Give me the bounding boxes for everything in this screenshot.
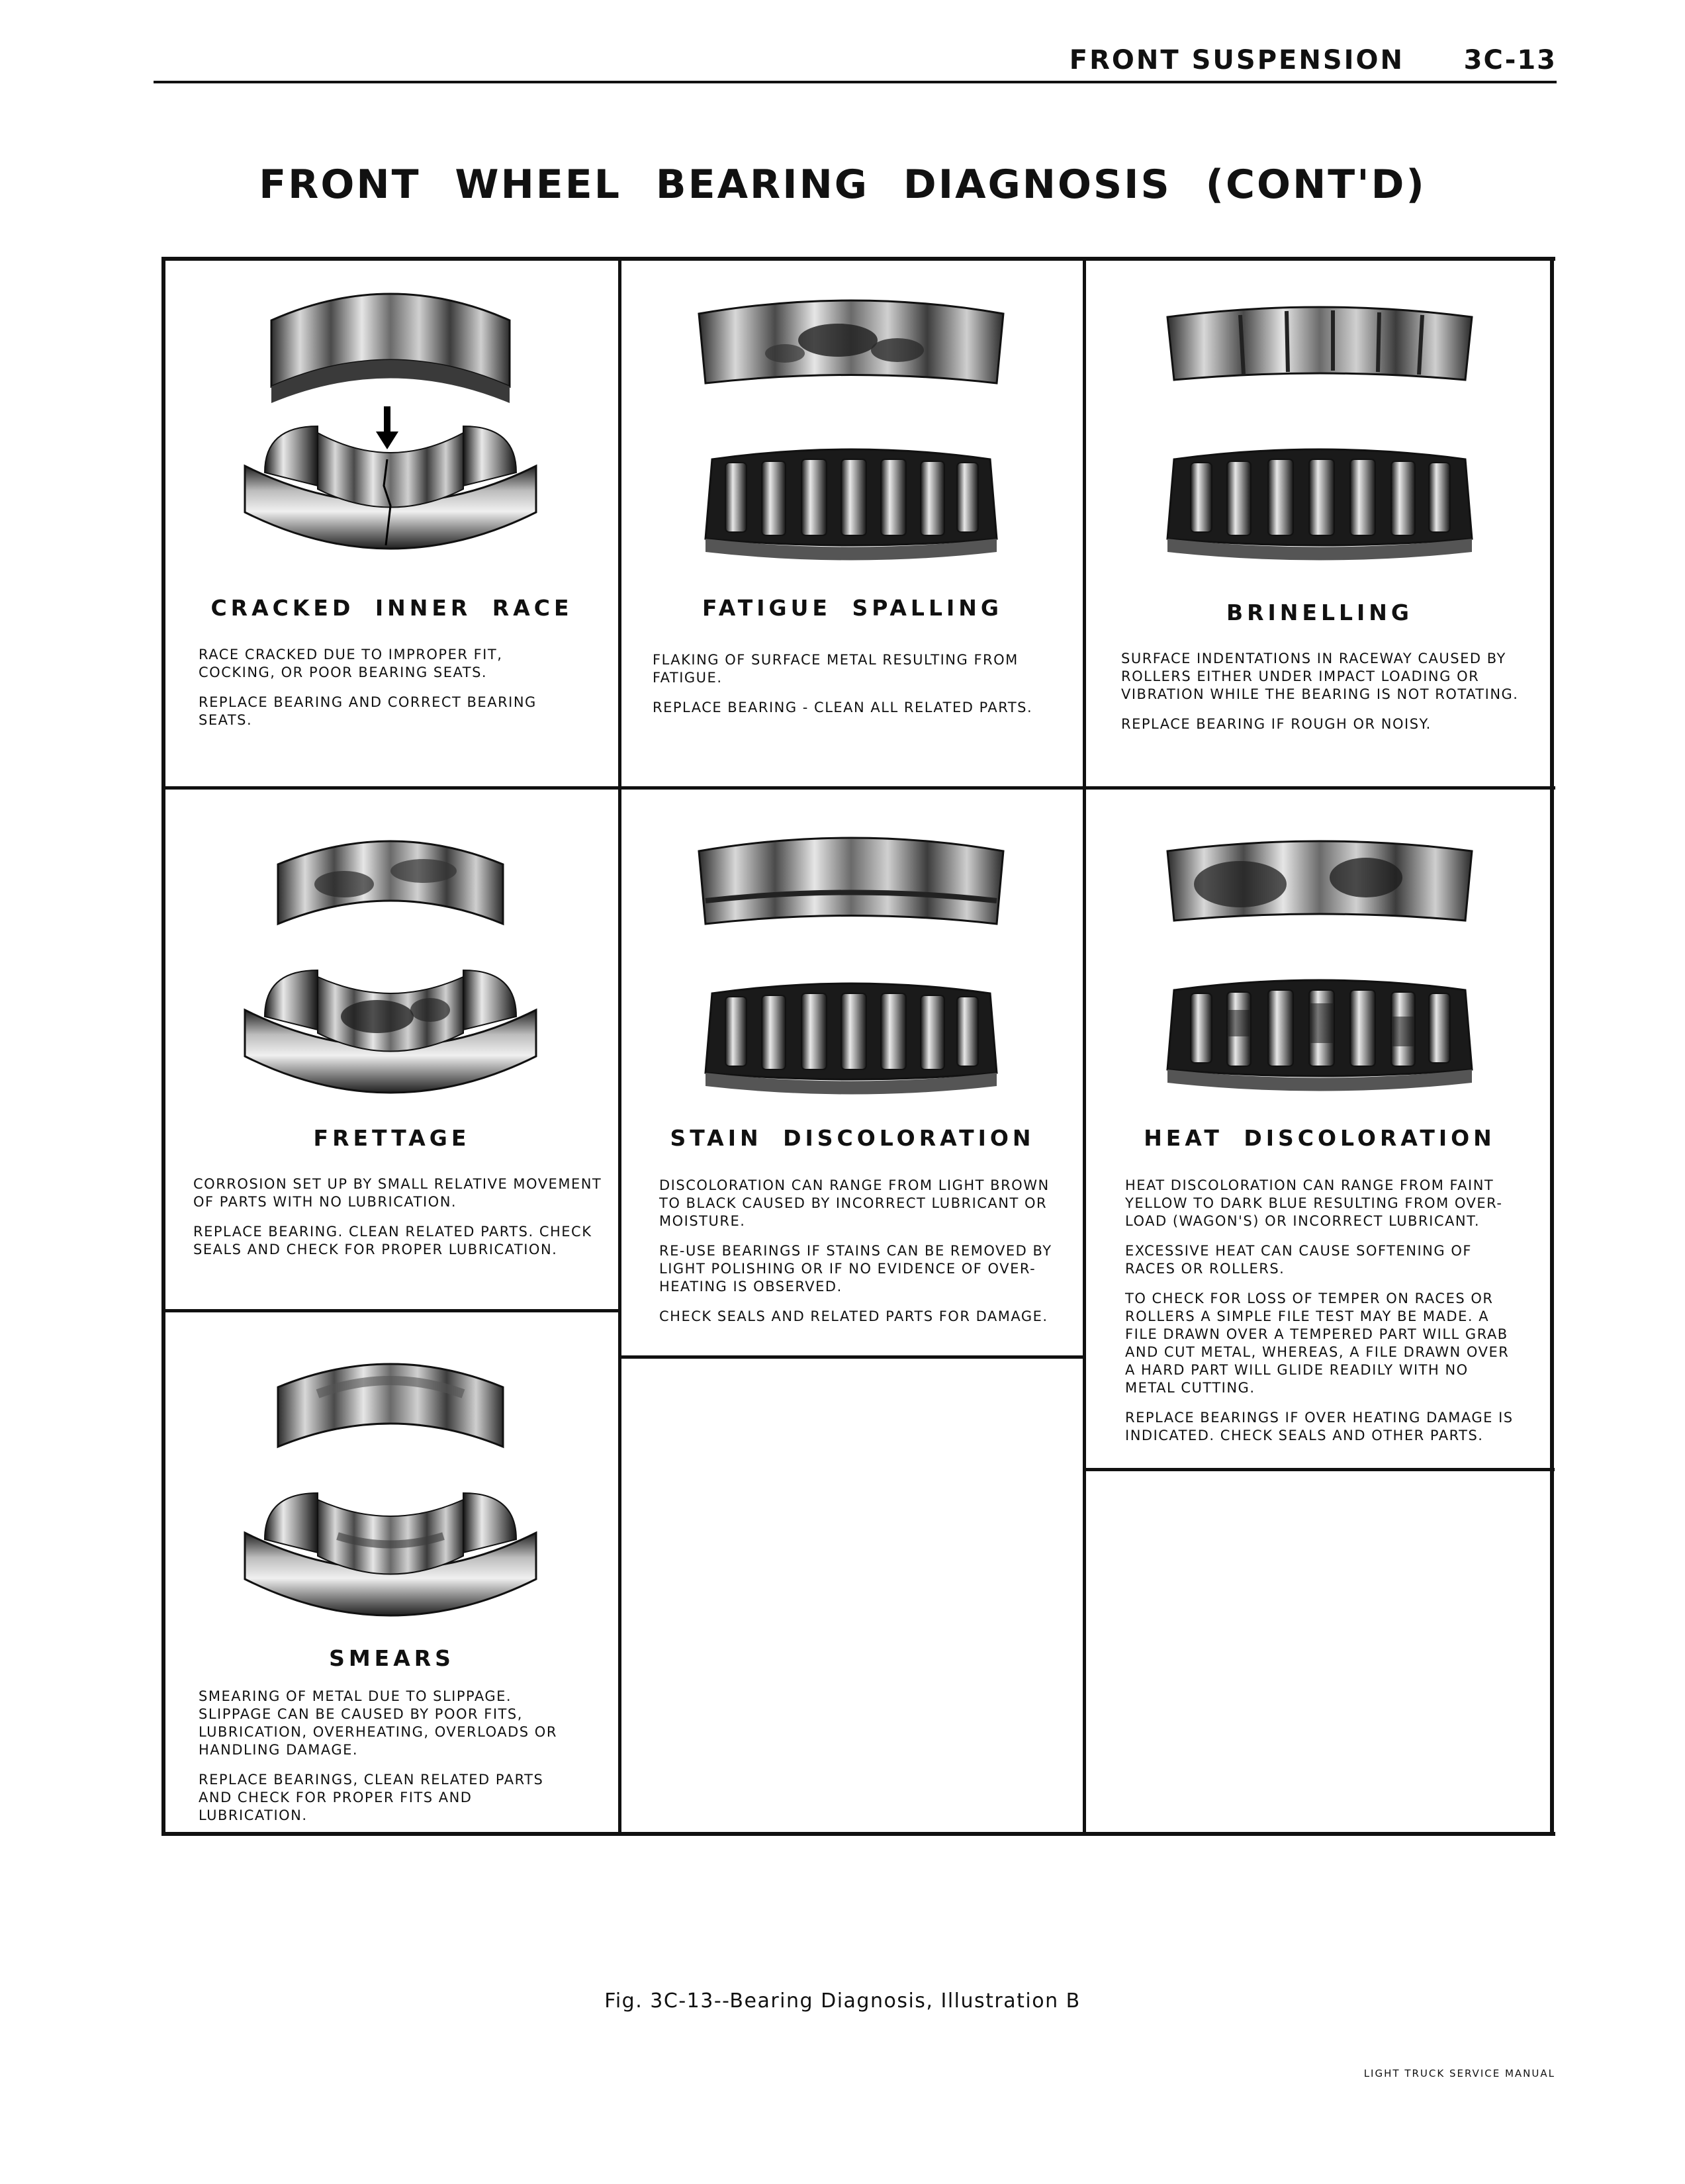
description-heat-discoloration	[1125, 1177, 1522, 1457]
panel-stain-discoloration	[626, 792, 1079, 1354]
description-paragraph: RE-USE BEARINGS IF STAINS CAN BE REMOVED BY LIGHT POLISHING OR IF NO EVIDENCE OF OVER-HEATING IS OBSERVED.	[659, 1243, 1052, 1295]
caption-heat-discoloration: HEAT DISCOLORATION	[1144, 1125, 1496, 1151]
panel-fatigue-spalling	[626, 261, 1079, 786]
description-paragraph: DISCOLORATION CAN RANGE FROM LIGHT BROWN TO BLACK CAUSED BY INCORRECT LUBRICANT OR MOISTURE.	[659, 1177, 1050, 1229]
description-paragraph: REPLACE BEARING - CLEAN ALL RELATED PARTS.	[653, 700, 1033, 715]
panel-brinelling	[1088, 261, 1551, 786]
description-paragraph: RACE CRACKED DUE TO IMPROPER FIT, COCKING, OR POOR BEARING SEATS.	[199, 647, 503, 680]
panel-frettage	[165, 792, 618, 1308]
description-paragraph: TO CHECK FOR LOSS OF TEMPER ON RACES OR ROLLERS A SIMPLE FILE TEST MAY BE MADE. A FILE DRAWN OVER A TEMPERED PART WILL GRAB AND CUT METAL, WHEREAS, A FILE DRAWN OVER A HARD PART WILL GLIDE READILY WITH NO METAL CUTTING.	[1125, 1291, 1510, 1396]
header-section: FRONT SUSPENSION	[1069, 45, 1404, 75]
caption-cracked-inner-race: CRACKED INNER RACE	[210, 595, 573, 621]
caption-frettage: FRETTAGE	[313, 1125, 471, 1151]
frettage-bearing-icon	[165, 792, 618, 1122]
caption-fatigue-spalling: FATIGUE SPALLING	[702, 595, 1003, 621]
description-paragraph: REPLACE BEARING AND CORRECT BEARING SEATS.	[199, 694, 537, 728]
grid-divider-2	[1083, 257, 1086, 1836]
col2-row-divider	[620, 1355, 1085, 1359]
description-paragraph: EXCESSIVE HEAT CAN CAUSE SOFTENING OF RACES OR ROLLERS.	[1125, 1243, 1472, 1277]
panel-smears	[165, 1314, 618, 1831]
description-fatigue-spalling	[653, 651, 1056, 729]
stain-discoloration-bearing-icon	[626, 792, 1079, 1122]
description-paragraph: CHECK SEALS AND RELATED PARTS FOR DAMAGE.	[659, 1308, 1048, 1324]
description-paragraph: CORROSION SET UP BY SMALL RELATIVE MOVEMENT OF PARTS WITH NO LUBRICATION.	[193, 1176, 602, 1210]
footer-manual-name: LIGHT TRUCK SERVICE MANUAL	[1363, 2068, 1555, 2079]
caption-brinelling: BRINELLING	[1226, 600, 1414, 625]
grid-divider-1	[618, 257, 621, 1836]
description-paragraph: REPLACE BEARINGS, CLEAN RELATED PARTS AND CHECK FOR PROPER FITS AND LUBRICATION.	[199, 1772, 544, 1823]
grid-row-divider	[161, 786, 1555, 790]
panel-cracked-inner-race	[165, 261, 618, 786]
description-paragraph: HEAT DISCOLORATION CAN RANGE FROM FAINT YELLOW TO DARK BLUE RESULTING FROM OVER-LOAD (WAGON'S) OR INCORRECT LUBRICANT.	[1125, 1177, 1503, 1229]
description-paragraph: REPLACE BEARINGS IF OVER HEATING DAMAGE IS INDICATED. CHECK SEALS AND OTHER PARTS.	[1125, 1410, 1514, 1443]
description-smears	[199, 1688, 569, 1837]
brinelling-bearing-icon	[1088, 261, 1551, 592]
fatigue-spalling-bearing-icon	[626, 261, 1079, 592]
description-stain-discoloration	[659, 1177, 1056, 1338]
description-frettage	[193, 1175, 610, 1271]
panel-heat-discoloration	[1088, 792, 1551, 1467]
page-title: FRONT WHEEL BEARING DIAGNOSIS (CONT'D)	[259, 161, 1426, 208]
description-cracked-inner-race	[199, 646, 569, 741]
col1-row-divider	[161, 1309, 620, 1312]
caption-stain-discoloration: STAIN DISCOLORATION	[670, 1125, 1035, 1151]
description-brinelling	[1121, 650, 1531, 745]
col3-row-divider	[1085, 1468, 1555, 1471]
description-paragraph: REPLACE BEARING. CLEAN RELATED PARTS. CHECK SEALS AND CHECK FOR PROPER LUBRICATION.	[193, 1224, 592, 1257]
heat-discoloration-bearing-icon	[1088, 792, 1551, 1122]
description-paragraph: SMEARING OF METAL DUE TO SLIPPAGE. SLIPPAGE CAN BE CAUSED BY POOR FITS, LUBRICATION, OVERHEATING, OVERLOADS OR HANDLING DAMAGE.	[199, 1688, 557, 1758]
cracked-race-bearing-icon	[165, 261, 618, 592]
description-paragraph: SURFACE INDENTATIONS IN RACEWAY CAUSED BY ROLLERS EITHER UNDER IMPACT LOADING OR VIBRATION WHILE THE BEARING IS NOT ROTATING.	[1121, 651, 1519, 702]
description-paragraph: REPLACE BEARING IF ROUGH OR NOISY.	[1121, 716, 1432, 732]
description-paragraph: FLAKING OF SURFACE METAL RESULTING FROM FATIGUE.	[653, 652, 1019, 686]
smears-bearing-icon	[165, 1314, 618, 1645]
figure-caption: Fig. 3C-13--Bearing Diagnosis, Illustration B	[604, 1989, 1081, 2013]
caption-smears: SMEARS	[329, 1645, 455, 1671]
header-page-number: 3C-13	[1463, 45, 1557, 75]
page-header	[154, 40, 1557, 83]
